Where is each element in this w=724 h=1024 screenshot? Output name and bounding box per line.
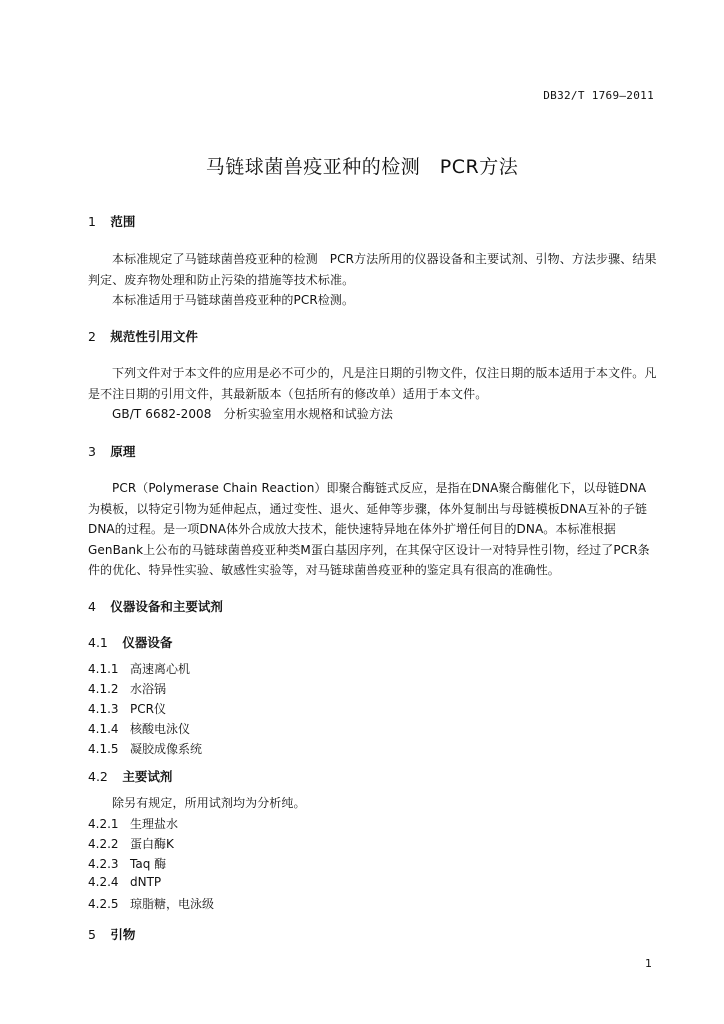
standard-number: DB32/T 1769—2011 [543, 89, 654, 102]
item-text: Taq 酶 [130, 857, 167, 871]
section-title: 规范性引用文件 [110, 329, 198, 344]
item-number: 4.2.1 [88, 817, 119, 831]
subsection-title: 仪器设备 [122, 635, 173, 650]
scope-paragraph-2: 本标准适用于马链球菌兽疫亚种的PCR检测。 [112, 293, 355, 307]
item-text: 核酸电泳仪 [130, 722, 191, 736]
item-text: 生理盐水 [130, 817, 179, 831]
subsection-number: 4.1 [88, 635, 108, 650]
list-item [88, 875, 161, 889]
item-text: 高速离心机 [130, 662, 191, 676]
item-text: 琼脂糖，电泳级 [130, 897, 215, 911]
item-text: 凝胶成像系统 [130, 742, 203, 756]
section-number: 3 [88, 444, 96, 459]
list-item [88, 835, 174, 852]
subsection-number: 4.2 [88, 769, 108, 784]
item-number: 4.1.1 [88, 662, 119, 676]
list-item [88, 680, 166, 697]
list-item [88, 660, 190, 677]
scope-paragraph-1: 本标准规定了马链球菌兽疫亚种的检测 PCR方法所用的仪器设备和主要试剂、引物、方法步骤、结果判定、废弃物处理和防止污染的措施等技术标准。 [88, 252, 657, 287]
item-number: 4.2.5 [88, 897, 119, 911]
list-item [88, 815, 178, 832]
item-number: 4.2.3 [88, 857, 119, 871]
item-text: 水浴锅 [130, 682, 167, 696]
subsection-heading-reagents [88, 767, 172, 785]
item-number: 4.1.4 [88, 722, 119, 736]
section-number: 4 [88, 599, 96, 614]
item-number: 4.1.3 [88, 702, 119, 716]
section-number: 5 [88, 927, 96, 942]
references-paragraph: 下列文件对于本文件的应用是必不可少的，凡是注日期的引物文件，仅注日期的版本适用于本文件。凡是不注日期的引用文件，其最新版本（包括所有的修改单）适用于本文件。 [88, 366, 657, 401]
page-number: 1 [645, 957, 652, 970]
list-item [88, 720, 190, 737]
item-text: 蛋白酶K [130, 837, 174, 851]
document-title: 马链球菌兽疫亚种的检测 PCR方法 [205, 156, 519, 178]
section-title: 引物 [110, 927, 136, 942]
section-heading-principle [88, 442, 135, 460]
list-item [88, 740, 202, 757]
section-title: 仪器设备和主要试剂 [110, 599, 223, 614]
section-number: 2 [88, 329, 96, 344]
subsection-title: 主要试剂 [122, 769, 173, 784]
subsection-heading-equipment [88, 633, 172, 651]
list-item [88, 895, 214, 912]
principle-paragraph: PCR（Polymerase Chain Reaction）即聚合酶链式反应，是指在DNA聚合酶催化下，以母链DNA为模板，以特定引物为延伸起点，通过变性、退火、延伸等步骤，体外复制出与母链模板DNA互补的子链DNA的过程。是一项DNA体外合成放大技术，能快速特异地在体外扩增任何目的DNA。本标准根据GenBank上公布的马链球菌兽疫亚种类M蛋白基因序列，在其保守区设计一对特异性引物，经过了PCR条件的优化、特异性实验、敏感性实验等，对马链球菌兽疫亚种的鉴定具有很高的准确性。 [88, 481, 650, 577]
item-text: dNTP [130, 875, 162, 889]
item-number: 4.2.2 [88, 837, 119, 851]
section-heading-primers [88, 925, 135, 943]
item-number: 4.1.2 [88, 682, 119, 696]
section-heading-scope [88, 212, 135, 230]
section-title: 原理 [110, 444, 136, 459]
section-heading-equipment-reagents [88, 597, 223, 615]
reagents-intro: 除另有规定，所用试剂均为分析纯。 [112, 796, 306, 810]
item-number: 4.2.4 [88, 875, 119, 889]
section-number: 1 [88, 214, 96, 229]
list-item [88, 855, 166, 872]
item-number: 4.1.5 [88, 742, 119, 756]
list-item [88, 700, 166, 717]
section-heading-normative-references [88, 327, 198, 345]
section-title: 范围 [110, 214, 136, 229]
item-text: PCR仪 [130, 702, 166, 716]
reference-item: GB/T 6682-2008 分析实验室用水规格和试验方法 [112, 407, 394, 421]
